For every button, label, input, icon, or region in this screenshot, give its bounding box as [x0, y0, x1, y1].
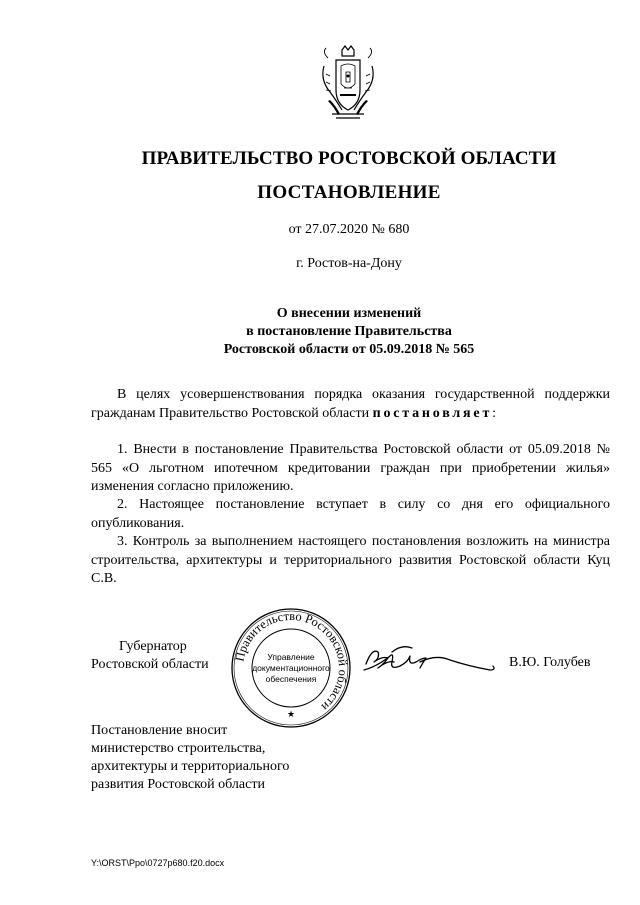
document-subject: [0, 305, 640, 359]
clause-text: 3. Контроль за выполнением настоящего постановления возложить на министра строительства, архитектуры и территориального развития Ростовской области Куц С.В.: [91, 534, 610, 586]
signatory-position-line: Ростовской области: [91, 657, 209, 672]
subject-line: О внесении изменений: [276, 306, 422, 321]
file-path-footer: Y:\ORST\Ppo\0727p680.f20.docx: [91, 858, 225, 868]
coat-of-arms-icon: [318, 44, 378, 124]
handwritten-signature: [362, 640, 497, 680]
signatory-name: В.Ю. Голубев: [509, 655, 591, 670]
submitted-by-line: архитектуры и территориального: [91, 759, 290, 774]
submitted-by-note: [91, 722, 351, 794]
subject-line: в постановление Правительства: [246, 324, 452, 339]
clause-2: [91, 496, 610, 533]
document-date-number: от 27.07.2020 № 680: [288, 222, 410, 237]
clause-text: 1. Внести в постановление Правительства Ростовской области от 05.09.2018 № 565 «О льготном ипотечном кредитовании граждан при приобретении жилья» изменения согласно приложению.: [91, 442, 610, 494]
preamble-paragraph: [91, 386, 610, 423]
signatory-position-line: Губернатор: [119, 639, 187, 654]
preamble-text: В целях усовершенствования порядка оказания государственной поддержки гражданам Правительство Ростовской области: [91, 387, 610, 421]
resolves-word: постановляет: [372, 405, 493, 421]
document-type-title: ПОСТАНОВЛЕНИЕ: [257, 182, 441, 203]
stamp-inner-line: обеспечения: [265, 674, 317, 684]
stamp-inner-line: Управление: [267, 652, 315, 662]
official-stamp: [229, 606, 353, 730]
clause-text: 2. Настоящее постановление вступает в силу со дня его официального опубликования.: [91, 497, 610, 531]
resolves-colon: :: [492, 405, 497, 421]
government-title: ПРАВИТЕЛЬСТВО РОСТОВСКОЙ ОБЛАСТИ: [141, 148, 557, 169]
submitted-by-line: развития Ростовской области: [91, 777, 265, 792]
clause-1: [91, 441, 610, 497]
stamp-ring-text: Правительство Ростовской области: [232, 608, 351, 714]
subject-line: Ростовской области от 05.09.2018 № 565: [223, 342, 475, 357]
clause-3: [91, 533, 610, 589]
stamp-star-icon: ★: [286, 709, 296, 719]
document-place: г. Ростов-на-Дону: [296, 256, 402, 271]
submitted-by-line: министерство строительства,: [91, 741, 266, 756]
submitted-by-line: Постановление вносит: [91, 723, 228, 738]
stamp-inner-line: документационного: [252, 663, 330, 673]
signatory-position: [91, 638, 231, 674]
